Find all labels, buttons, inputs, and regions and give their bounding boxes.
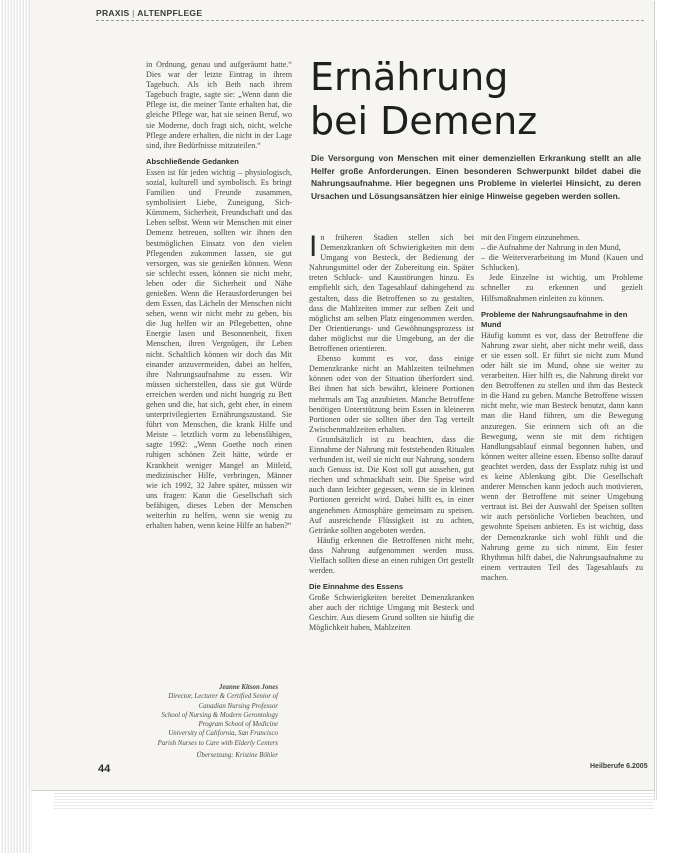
right-subhead: Probleme der Nahrungsaufnahme in den Mund (481, 309, 628, 329)
author-affiliation-5: Parish Nurses to Care with Elderly Centers (157, 739, 278, 747)
author-affiliation-4: University of California, San Francisco (168, 730, 278, 738)
left-paragraph-2: Essen ist für jeden wichtig – physiologisch, sozial, kulturell und symbolisch. Es bringt Familien und Freunde zusammen, symbolisiert Liebe, Zuneigung, Sich-Kümmern, Sicherheit, Freundschaft und das Leben selbst. Wenn wir Menschen mit einer Demenz betreuen, sollten wir ihnen den bestmöglichen Einsatz von den vielen Pflegenden zukommen lassen, sie gut versorgen, was sie genießen können. Wenn sie schlecht essen, können sie nicht mehr, leben oder die Sicherheit und Nähe genießen. Wenn die Herausforderungen bei dem Essen, das Lächeln der Menschen nicht sehen, wenn wir nicht mehr zu geben, bis die Jug helfen wir an Pflegebetten, ohne Energie lasen und Besonnenheit, fixen Menschen, ihren Vergnügen, ihr Leben nicht. Schaltlich können wir doch das Mit einander anzuvermeiden, dabei an helfen, ihre Nahrungsaufnahme zu essen. Wir müssen sicherstellen, dass sie gut Würde erreichen werden und nicht hungrig zu Bett gehen und die, hat sich, geht eher, in einem unterprivilegierten Ernährungszustand. Sie führt von Menschen, die krank Hilfe und Meiste – letztlich vorm zu lebensfähigen, sagte 1992: „Wenn Goethe noch einen ruhigen schönen Zeit hätte, würde er Krankheit weniger Mangel an Mitleid, medizinischer Hilfe, verbringen, Männer wie ich 1992, 32 Jahre später, müssen wir uns fragen: Kann die Gesellschaft sich befähigen, dieses Leben der Menschen weiterhin zu helfen, wenn sie wenig zu erhalten haben, wenn keine Hilfe an haben?“ (146, 167, 292, 531)
header-rule (96, 20, 644, 21)
right-paragraph-5: Häufig kommt es vor, dass der Betroffene die Nahrung zwar sieht, aber nicht mehr weiß, dass er sie essen soll. Er führt sie nicht zum Mund oder hält sie im Mund, ohne sie weiter zu verarbeiten. Hier hilft es, die Nahrung direkt vor den Betroffenen zu stellen und ihm das Besteck in die Hand zu geben. Manche Betroffene wissen nicht mehr, wie man Besteck benutzt, dann kann man die Hand führen, um die Bewegung anzuregen. Sie erinnern sich oft an die Bewegung, wenn sie mit dem richtigen Handlungsablauf einmal begonnen haben, und können weiter alleine essen. Ebenso sollte darauf geachtet werden, dass der Essplatz ruhig ist und es keine Ablenkung gibt. Die Gesellschaft anderer Menschen kann jedoch auch motivieren, wenn der Betroffene mit seiner Umgebung vertraut ist. Bei der Auswahl der Speisen sollten wir auch persönliche Vorlieben beachten, und gewohnte Speisen anbieten. Es ist wichtig, dass der Demenzkranke sich wohl fühlt und die Nahrung gerne zu sich nimmt. Ein fester Rhythmus hilft dabei, die Nahrungsaufnahme zu einem vertrauten Teil des Tagesablaufs zu machen. (481, 330, 643, 582)
book-page-edges-left (0, 0, 32, 853)
header-topic: ALTENPFLEGE (137, 8, 203, 18)
left-paragraph-1: in Ordnung, genau und aufgeräumt hatte.“ Dies war der letzte Eintrag in ihrem Tagebuch. Als ich Beth nach ihrem Tagebuch fragte, sagte sie: „Wenn dann die Pflege ist, die meiner Tante erhalten hat, die gleiche Pflege war, hat sie seinen Beruf, wo sie Moderne, doch fragt sich, nicht, welche Pflege andere erhalten, die nicht in der Lage sind, ihre Bedürfnisse mitzuteilen.“ (146, 60, 292, 150)
drop-cap: I (309, 230, 318, 263)
author-affiliation-2: School of Nursing & Modern Gerontology (161, 711, 278, 719)
mid-paragraph-5: Große Schwierigkeiten bereitet Demenzkranken aber auch der richtige Umgang mit Besteck und Geschirr. Aus diesem Grund sollten sie häufig die Möglichkeit haben, Mahlzeiten (309, 593, 474, 633)
running-header (96, 8, 202, 18)
translation-credit: Übersetzung: Kristine Böhler (196, 752, 278, 760)
header-section: PRAXIS (96, 8, 130, 18)
issue-label: Heilberufe 6.2005 (590, 763, 648, 770)
author-name: Jeanne Kitson Jones (219, 684, 278, 691)
middle-column (309, 230, 474, 634)
book-page-edges-bottom (54, 787, 654, 811)
mid-subhead: Die Einnahme des Essens (309, 582, 404, 592)
article-title (310, 55, 640, 143)
right-paragraph-4: Jede Einzelne ist wichtig, um Probleme schneller zu erkennen und gezielt Hilfsmaßnahmen einleiten zu können. (481, 273, 643, 303)
author-affiliation-1: Director, Lecturer & Certified Senior of Canadian Nursing Professor (168, 693, 278, 710)
right-paragraph-2: – die Aufnahme der Nahrung in den Mund, (481, 243, 621, 253)
mid-paragraph-3: Grundsätzlich ist zu beachten, dass die Einnahme der Nahrung mit feststehenden Ritualen verbunden ist, weil sie nicht nur Nahrung, sondern auch Genuss ist. Die Kost soll gut aussehen, gut riechen und schmackhaft sein. Die Speise wird auch dann leichter gegessen, wenn sie in kleinen Portionen gereicht wird. Dabei hilft es, in einer angenehmen Atmosphäre gemeinsam zu speisen. Auf ausreichende Flüssigkeit ist zu achten, Getränke sollten angeboten werden. (309, 434, 474, 535)
right-column (481, 233, 643, 583)
mid-paragraph-4: Häufig erkennen die Betroffenen nicht mehr, dass Nahrung aufgenommen werden muss. Vielfach sollten diese an einen ruhigen Ort gestellt werden. (309, 535, 474, 576)
right-paragraph-1: mit den Fingern einzunehmen. (481, 233, 580, 242)
article-title-line-2: bei Demenz (310, 99, 538, 143)
article-lead: Die Versorgung von Menschen mit einer demenziellen Erkrankung stellt an alle Helfer große Anforderungen. Einen besonderen Schwerpunkt bildet dabei die Nahrungsaufnahme. Hier begegnen uns Probleme in vielerlei Hinsicht, zu deren Ursachen und Lösungsansätzen hier einige Hinweise gegeben werden sollen. (311, 153, 641, 202)
mid-paragraph-2: Ebenso kommt es vor, dass einige Demenzkranke nicht an Mahlzeiten teilnehmen können oder von der Situation überfordert sind. Bei ihnen hat sich bewährt, kleinere Portionen mehrmals am Tag anzubieten. Manche Betroffene benötigen Unterstützung beim Essen in kleineren Portionen oder sie sollten über den Tag verteilt Zwischenmahlzeiten erhalten. (309, 354, 474, 434)
left-subhead: Abschließende Gedanken (146, 156, 239, 166)
right-paragraph-3: – die Weiterverarbeitung im Mund (Kauen und Schlucken). (481, 253, 643, 273)
page-number: 44 (98, 763, 111, 775)
article-title-line-1: Ernährung (310, 55, 509, 99)
author-credits (146, 683, 278, 760)
author-affiliation-3: Program School of Medicine (198, 721, 278, 729)
left-column (146, 60, 292, 531)
header-separator: | (129, 8, 138, 18)
mid-paragraph-1: n früheren Stadien stellen sich bei Demenzkranken oft Schwierigkeiten mit dem Umgang von Besteck, der Bedienung der Nahrungsmittel oder der Zubereitung ein. Später treten Schluck- und Kaustörungen hinzu. Es empfiehlt sich, den Tagesablauf dahingehend zu gestalten, dass die Betroffenen so zu gestalten, dass die Mahlzeiten immer zur selben Zeit und möglichst am selben Platz eingenommen werden. Der Orientierungs- und Gewöhnungsprozess ist daher möglichst nur die Umgebung, an der die Betroffenen orientieren. (309, 233, 474, 354)
